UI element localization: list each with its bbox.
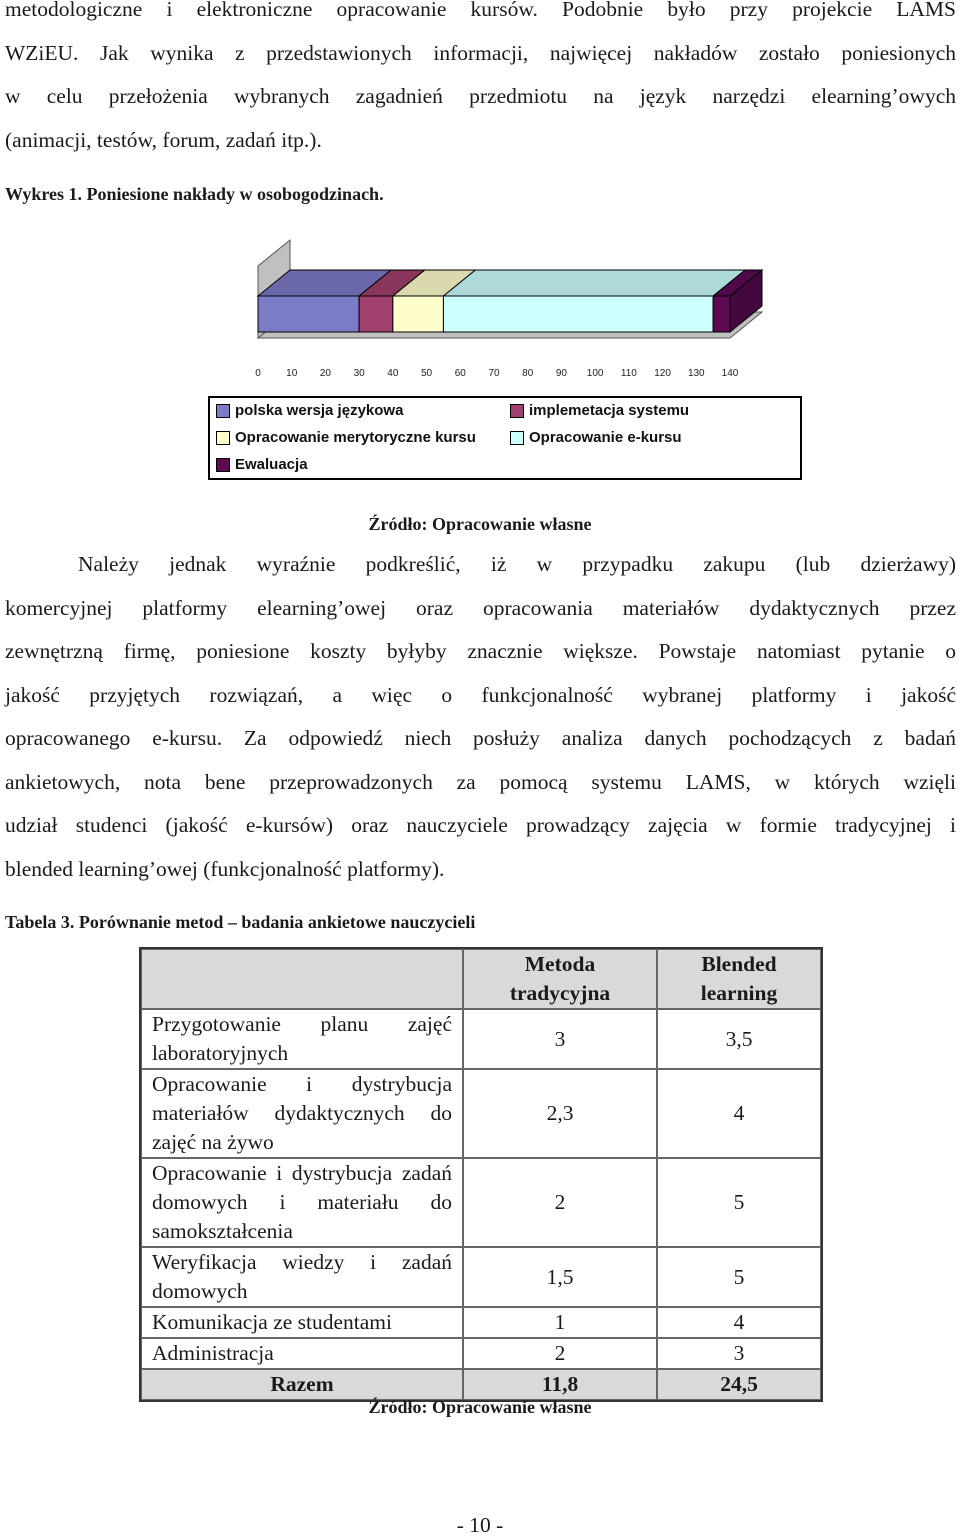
bar-segment-2 xyxy=(393,296,444,332)
row-blend: 3 xyxy=(657,1338,821,1369)
table-row xyxy=(141,1338,821,1369)
x-tick-label: 0 xyxy=(255,368,261,379)
intro-line: metodologiczne i elektroniczne opracowanie kursów. Podobnie było przy projekcie LAMS xyxy=(5,0,956,21)
row-label: Weryfikacja wiedzy i zadań domowych xyxy=(141,1247,463,1307)
chart xyxy=(0,210,960,390)
row-blend: 5 xyxy=(657,1158,821,1247)
table-source: Źródło: Opracowanie własne xyxy=(368,1397,592,1417)
table-row xyxy=(141,1009,821,1069)
total-label: Razem xyxy=(141,1369,463,1400)
legend-item xyxy=(216,402,403,419)
legend-label: Opracowanie merytoryczne kursu xyxy=(235,429,476,446)
bar-top-3 xyxy=(443,270,745,296)
row-trad: 2 xyxy=(463,1338,657,1369)
x-tick-label: 140 xyxy=(721,368,739,379)
legend-swatch xyxy=(216,458,230,472)
page-number: - 10 - xyxy=(456,1513,504,1537)
table-header-cell: Blended learning xyxy=(657,949,821,1009)
intro-line: w celu przełożenia wybranych zagadnień przedmiotu na język narzędzi elearning’owych xyxy=(5,84,956,108)
x-tick-label: 60 xyxy=(454,368,466,379)
body-line: udział studenci (jakość e-kursów) oraz nauczyciele prowadzący zajęcia w formie tradycyjnej i xyxy=(5,813,956,837)
legend-swatch xyxy=(216,404,230,418)
x-tick-label: 10 xyxy=(286,368,298,379)
legend-swatch xyxy=(216,431,230,445)
table-header-cell: Metoda tradycyjna xyxy=(463,949,657,1009)
row-trad: 3 xyxy=(463,1009,657,1069)
legend-swatch xyxy=(510,431,524,445)
x-tick-label: 70 xyxy=(488,368,500,379)
table-total-row xyxy=(141,1369,821,1400)
intro-paragraph xyxy=(5,0,956,162)
legend-item xyxy=(510,429,682,446)
row-trad: 2 xyxy=(463,1158,657,1247)
x-tick-label: 100 xyxy=(586,368,604,379)
body-line: blended learning’owej (funkcjonalność platformy). xyxy=(5,856,445,881)
chart-x-ticks xyxy=(255,368,739,379)
total-trad: 11,8 xyxy=(463,1369,657,1400)
bar-segment-1 xyxy=(359,296,393,332)
figure-source: Źródło: Opracowanie własne xyxy=(368,514,592,534)
legend-label: Opracowanie e-kursu xyxy=(529,429,682,446)
table-row xyxy=(141,1307,821,1338)
row-label: Opracowanie i dystrybucja zadań domowych i materiału do samokształcenia xyxy=(141,1158,463,1247)
row-trad: 2,3 xyxy=(463,1069,657,1158)
total-blend: 24,5 xyxy=(657,1369,821,1400)
x-tick-label: 20 xyxy=(319,368,331,379)
table-row xyxy=(141,1158,821,1247)
x-tick-label: 80 xyxy=(522,368,534,379)
row-blend: 5 xyxy=(657,1247,821,1307)
table-header-cell xyxy=(141,949,463,1009)
legend-item xyxy=(216,456,308,473)
table-header-row xyxy=(141,949,821,1009)
table-caption: Tabela 3. Porównanie metod – badania ankietowe nauczycieli xyxy=(5,912,476,932)
body-line: ankietowych, nota bene przeprowadzonych za pomocą systemu LAMS, w których wzięli xyxy=(5,769,956,794)
x-tick-label: 30 xyxy=(353,368,365,379)
legend-item xyxy=(216,429,476,446)
intro-line: WZiEU. Jak wynika z przedstawionych informacji, najwięcej nakładów zostało poniesionych xyxy=(5,40,956,65)
x-tick-label: 130 xyxy=(687,368,705,379)
table-row xyxy=(141,1247,821,1307)
row-blend: 4 xyxy=(657,1307,821,1338)
chart-bars xyxy=(258,270,762,332)
chart-legend xyxy=(208,396,802,480)
body-line: Należy jednak wyraźnie podkreślić, iż w przypadku zakupu (lub dzierżawy) xyxy=(78,552,956,576)
x-tick-label: 110 xyxy=(620,368,637,379)
figure-caption: Wykres 1. Poniesione nakłady w osobogodzinach. xyxy=(5,184,384,204)
row-trad: 1 xyxy=(463,1307,657,1338)
row-label: Opracowanie i dystrybucja materiałów dydaktycznych do zajęć na żywo xyxy=(141,1069,463,1158)
x-tick-label: 90 xyxy=(555,368,567,379)
bar-segment-4 xyxy=(713,296,730,332)
body-paragraph xyxy=(5,543,956,891)
x-tick-label: 120 xyxy=(654,368,671,379)
row-trad: 1,5 xyxy=(463,1247,657,1307)
legend-item xyxy=(510,402,689,419)
body-line: jakość przyjętych rozwiązań, a więc o funkcjonalność wybranej platformy i jakość xyxy=(5,682,956,707)
row-blend: 3,5 xyxy=(657,1009,821,1069)
body-line: zewnętrzną firmę, poniesione koszty byłyby znacznie większe. Powstaje natomiast pytanie o xyxy=(5,639,956,663)
x-tick-label: 50 xyxy=(421,368,433,379)
body-line: opracowanego e-kursu. Za odpowiedź niech posłuży analiza danych pochodzących z badań xyxy=(5,726,956,750)
row-blend: 4 xyxy=(657,1069,821,1158)
row-label: Przygotowanie planu zajęć laboratoryjnych xyxy=(141,1009,463,1069)
legend-label: Ewaluacja xyxy=(235,456,308,473)
legend-swatch xyxy=(510,404,524,418)
body-line: komercyjnej platformy elearning’owej oraz opracowania materiałów dydaktycznych przez xyxy=(5,595,956,620)
intro-line: (animacji, testów, forum, zadań itp.). xyxy=(5,127,322,152)
row-label: Komunikacja ze studentami xyxy=(141,1307,463,1338)
x-tick-label: 40 xyxy=(387,368,399,379)
legend-label: polska wersja językowa xyxy=(235,402,404,419)
row-label: Administracja xyxy=(141,1338,463,1369)
comparison-table xyxy=(139,947,823,1402)
bar-segment-3 xyxy=(443,296,713,332)
legend-label: implemetacja systemu xyxy=(529,402,690,419)
table-row xyxy=(141,1069,821,1158)
bar-segment-0 xyxy=(258,296,359,332)
